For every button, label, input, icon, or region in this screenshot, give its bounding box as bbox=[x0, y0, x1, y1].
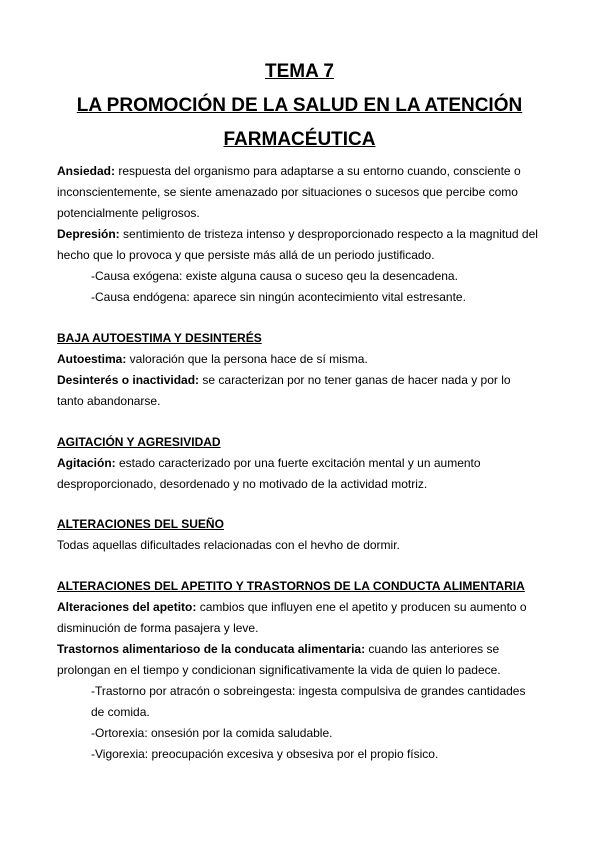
list-item-ortorexia: -Ortorexia: onsesión por la comida saludable. bbox=[91, 726, 333, 740]
list-item-vigorexia: -Vigorexia: preocupación excesiva y obsesiva por el propio físico. bbox=[91, 747, 439, 761]
definition-text: desproporcionado, desordenado y no motivado de la actividad motriz. bbox=[57, 477, 428, 491]
term-alteraciones-apetito: Alteraciones del apetito: bbox=[57, 600, 197, 614]
definition-text: cuando las anteriores se bbox=[365, 642, 500, 656]
list-item-causa-endogena: -Causa endógena: aparece sin ningún acontecimiento vital estresante. bbox=[91, 290, 466, 304]
definition-text: respuesta del organismo para adaptarse a su entorno cuando, consciente o bbox=[115, 164, 521, 178]
term-depresion: Depresión: bbox=[57, 227, 120, 241]
section-heading-apetito: ALTERACIONES DEL APETITO Y TRASTORNOS DE LA CONDUCTA ALIMENTARIA bbox=[57, 579, 525, 593]
title-main-line: LA PROMOCIÓN DE LA SALUD EN LA ATENCIÓN bbox=[76, 95, 523, 116]
definition-text: sentimiento de tristeza intenso y desproporcionado respecto a la magnitud del bbox=[119, 227, 538, 241]
definition-ansiedad bbox=[57, 164, 521, 179]
definition-autoestima bbox=[57, 352, 368, 367]
definition-text: estado caracterizado por una fuerte excitación mental y un aumento bbox=[115, 456, 481, 470]
paragraph-sueno: Todas aquellas dificultades relacionadas con el hevho de dormir. bbox=[57, 538, 400, 552]
section-heading-agitacion: AGITACIÓN Y AGRESIVIDAD bbox=[57, 435, 221, 449]
list-item-atracon: -Trastorno por atracón o sobreingesta: ingesta compulsiva de grandes cantidades bbox=[91, 684, 526, 698]
definition-text: se caracterizan por no tener ganas de hacer nada y por lo bbox=[199, 373, 511, 387]
term-desinteres: Desinterés o inactividad: bbox=[57, 373, 200, 387]
title-main-line-cont: FARMACÉUTICA bbox=[223, 129, 376, 150]
definition-trastornos bbox=[57, 642, 499, 657]
term-autoestima: Autoestima: bbox=[57, 352, 127, 366]
section-heading-autoestima: BAJA AUTOESTIMA Y DESINTERÉS bbox=[57, 331, 262, 345]
definition-text: hecho que lo provoca y que persiste más allá de un periodo justificado. bbox=[57, 248, 435, 262]
definition-desinteres bbox=[57, 373, 511, 388]
list-item-atracon-cont: de comida. bbox=[91, 705, 150, 719]
definition-text: cambios que influyen ene el apetito y producen su aumento o bbox=[196, 600, 527, 614]
definition-text: disminución de forma pasajera y leve. bbox=[57, 621, 259, 635]
definition-alteraciones-apetito bbox=[57, 600, 527, 615]
definition-agitacion bbox=[57, 456, 481, 471]
definition-text: tanto abandonarse. bbox=[57, 394, 161, 408]
term-trastornos: Trastornos alimentarioso de la conducata alimentaria: bbox=[57, 642, 366, 656]
definition-text: inconscientemente, se siente amenazado por situaciones o sucesos que percibe como bbox=[57, 185, 518, 199]
term-agitacion: Agitación: bbox=[57, 456, 116, 470]
section-heading-sueno: ALTERACIONES DEL SUEÑO bbox=[57, 517, 224, 531]
definition-text: potencialmente peligrosos. bbox=[57, 206, 200, 220]
list-item-causa-exogena: -Causa exógena: existe alguna causa o suceso qeu la desencadena. bbox=[91, 269, 458, 283]
definition-depresion bbox=[57, 227, 538, 242]
definition-text: valoración que la persona hace de sí misma. bbox=[126, 352, 368, 366]
title-topic-number: TEMA 7 bbox=[265, 61, 334, 82]
definition-text: prolongan en el tiempo y condicionan significativamente la vida de quien lo padece. bbox=[57, 663, 501, 677]
term-ansiedad: Ansiedad: bbox=[57, 164, 116, 178]
